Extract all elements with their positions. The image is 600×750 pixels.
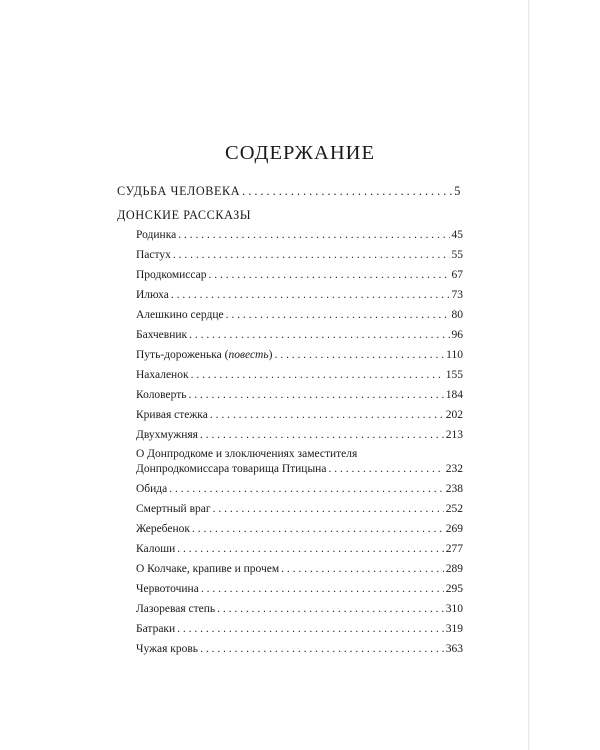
toc-entry-label: Бахчевник (136, 329, 188, 341)
toc-entry-label: Червоточина (136, 583, 199, 595)
toc-entry-label: Батраки (136, 623, 176, 635)
leader-dots (173, 249, 450, 262)
toc-entry-label: Пастух (136, 249, 171, 261)
page-title: СОДЕРЖАНИЕ (225, 142, 375, 164)
toc-entry-page: 110 (446, 349, 463, 361)
toc-entry-label: Нахаленок (136, 369, 189, 381)
toc-entry-label (136, 349, 272, 362)
toc-entry[interactable] (136, 429, 463, 442)
toc-entry-label-after: ) (268, 349, 273, 361)
toc-entry[interactable] (136, 603, 463, 616)
toc-entry-page: 55 (451, 249, 463, 261)
toc-entry[interactable] (136, 623, 463, 636)
leader-dots (213, 503, 444, 516)
leader-dots (189, 329, 449, 342)
toc-entry-page: 252 (445, 503, 463, 515)
toc-entry-page: 238 (445, 483, 463, 495)
leader-dots (189, 389, 444, 402)
leader-dots (200, 643, 444, 656)
toc-entry-label-line1: О Донпродкоме и злоключениях заместителя (136, 448, 358, 460)
toc-entry-page: 319 (445, 623, 463, 635)
toc-entry[interactable] (136, 309, 463, 322)
toc-entry[interactable] (136, 483, 463, 496)
toc-entry-label: СУДЬБА ЧЕЛОВЕКА (117, 184, 241, 198)
toc-entry[interactable] (136, 389, 463, 402)
toc-entry-page: 5 (454, 184, 461, 198)
toc-entry[interactable] (136, 503, 463, 516)
leader-dots (177, 623, 444, 636)
leader-dots (274, 349, 444, 362)
leader-dots (201, 583, 444, 596)
toc-entry-page: 289 (445, 563, 463, 575)
leader-dots (328, 463, 443, 476)
toc-entry-page: 45 (451, 229, 463, 241)
toc-entry-page: 295 (445, 583, 463, 595)
toc-entry-label: Двухмужняя (136, 429, 198, 441)
toc-entry[interactable] (136, 269, 463, 282)
toc-entry-page: 184 (445, 389, 463, 401)
toc-entry-label: Алешкино сердце (136, 309, 224, 321)
toc-entry-label: Родинка (136, 229, 177, 241)
toc-entry[interactable] (136, 543, 463, 556)
toc-entry[interactable] (136, 563, 463, 576)
leader-dots (226, 309, 450, 322)
toc-entry-page: 96 (451, 329, 463, 341)
toc-entry-label-main: Путь-дороженька ( (136, 349, 229, 361)
toc-entry[interactable] (136, 409, 463, 422)
leader-dots (191, 369, 444, 382)
leader-dots (210, 409, 444, 422)
section-heading: ДОНСКИЕ РАССКАЗЫ (117, 208, 252, 222)
toc-entry-page: 155 (445, 369, 463, 381)
leader-dots (281, 563, 444, 576)
toc-entry-label: Продкомиссар (136, 269, 207, 281)
toc-entry-page: 277 (445, 543, 463, 555)
toc-entry-label: Илюха (136, 289, 169, 301)
leader-dots (209, 269, 450, 282)
leader-dots (242, 185, 452, 198)
toc-entry[interactable] (136, 249, 463, 262)
toc-entry-page: 232 (445, 463, 463, 475)
toc-entry-page: 363 (445, 643, 463, 655)
toc-entry[interactable] (136, 463, 463, 476)
toc-entry-label: Смертный враг (136, 503, 211, 515)
toc-entry-label: Чужая кровь (136, 643, 199, 655)
toc-entry-label-italic: повесть (228, 349, 269, 361)
leader-dots (178, 229, 449, 242)
toc-entry-label: Лазоревая степь (136, 603, 216, 615)
toc-entry-page: 310 (445, 603, 463, 615)
toc-entry[interactable] (136, 289, 463, 302)
toc-entry[interactable] (136, 643, 463, 656)
toc-entry-label: Жеребенок (136, 523, 190, 535)
toc-entry[interactable] (136, 229, 463, 242)
leader-dots (217, 603, 444, 616)
toc-entry-page: 73 (451, 289, 463, 301)
toc-entry[interactable] (136, 583, 463, 596)
toc-entry-page: 67 (451, 269, 463, 281)
toc-entry-page: 80 (451, 309, 463, 321)
toc-entry-main[interactable] (117, 185, 461, 198)
leader-dots (177, 543, 444, 556)
toc-entry-label: Донпродкомиссара товарища Птицына (136, 463, 327, 475)
toc-entry-label: Кривая стежка (136, 409, 208, 421)
toc-entry-page: 202 (445, 409, 463, 421)
toc-entry-page: 269 (445, 523, 463, 535)
toc-entry-label: Обида (136, 483, 168, 495)
toc-entry[interactable] (136, 369, 463, 382)
leader-dots (200, 429, 444, 442)
toc-entry-label: О Колчаке, крапиве и прочем (136, 563, 280, 575)
toc-entry-label: Калоши (136, 543, 176, 555)
toc-entry[interactable] (136, 329, 463, 342)
toc-entry[interactable] (136, 349, 463, 362)
leader-dots (192, 523, 444, 536)
toc-entry-page: 213 (445, 429, 463, 441)
toc-entry-label: Коловерть (136, 389, 187, 401)
leader-dots (169, 483, 443, 496)
toc-entry[interactable] (136, 523, 463, 536)
leader-dots (171, 289, 450, 302)
